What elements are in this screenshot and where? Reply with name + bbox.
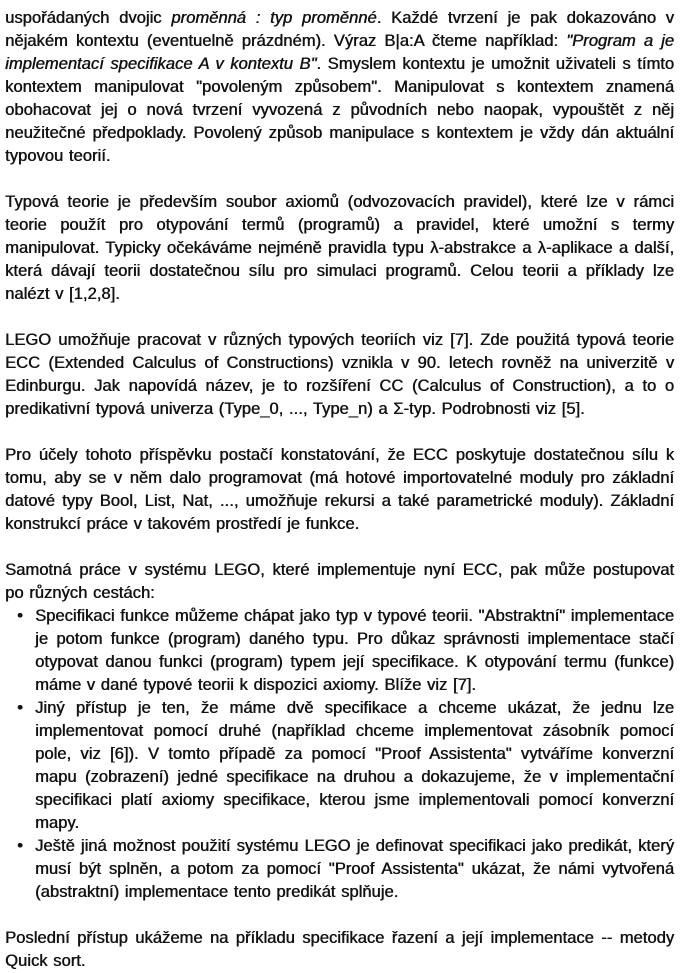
bullet-icon: • [17,837,23,855]
quote-program-implementation: "Program a je implementací specifikace A v kontextu B" [5,32,674,73]
paragraph-lego-ecc: LEGO umožňuje pracovat v různých typových teoriích viz [7]. Zde použitá typová teorie ECC (Extended Calculus of Constructions) vznikla v 90. letech rovněž na univerzitě v Edinburgu. Jak napovídá název, je to rozšíření CC (Calculus of Construction), a to o predikativní typová univerza (Type_0, ..., Type_n) a Σ-typ. Podrobnosti viz [5]. [5,331,674,418]
paragraph-ecc-strength: Pro účely tohoto příspěvku postačí konstatování, že ECC poskytuje dostatečnou sílu k tomu, aby se v něm dalo programovat (má hotové importovatelné moduly pro základní datové typy Bool, List, Nat, ..., umožňuje rekursi a také parametrické moduly). Základní konstrukcí práce v takovém prostředí je funkce. [5,446,674,533]
context-lead-text: uspořádaných dvojic [5,9,172,27]
context-middle-text: . Každé tvrzení je pak dokazováno v nějakém kontextu (eventuelně prázdném). Výraz B|a:A čteme například: [5,9,674,50]
list-item-specification-as-predicate [5,835,674,904]
context-tail-text: . Smyslem kontextu je umožnit uživateli s tímto kontextem manipulovat "povoleným způsobem". Manipulovat s kontextem znamená obohacovat jej o nová tvrzení vyvozená z původních nebo naopak, vypouštět z něj neužitečné předpoklady. Povolený způsob manipulace s kontextem je vždy dán aktuální typovou teorií. [5,55,675,165]
paragraph-lego-usage-intro: Samotná práce v systému LEGO, které implementuje nyní ECC, pak může postupovat po různých cestách: [5,561,674,602]
list-item-two-specifications [5,697,674,835]
list-item-specification-as-type [5,605,674,697]
phrase-variable-type: proměnná : typ proměnné [171,9,377,27]
list-item-text: Specifikaci funkce můžeme chápat jako typ v typové teorii. "Abstraktní" implementace je potom funkce (program) daného typu. Pro důkaz správnosti implementace stačí otypovat danou funkci (program) typem její specifikace. K otypování termu (funkce) máme v dané typové teorii k dispozici axiomy. Blíže viz [7]. [35,607,674,694]
list-item-text: Jiný přístup je ten, že máme dvě specifikace a chceme ukázat, že jednu lze implementovat pomocí druhé (například chceme implementovat zásobník pomocí pole, viz [6]). V tomto případě za pomocí "Proof Assistenta" vytváříme konverzní mapu (zobrazení) jedné specifikace na druhou a dokazujeme, že v implementační specifikaci platí axiomy specifikace, kterou jsme implementovali pomocí konverzní mapy. [35,699,674,832]
paragraph-conclusion: Poslední přístup ukážeme na příkladu specifikace řazení a její implementace -- metody Quick sort. [5,929,674,970]
bullet-list [5,605,674,904]
bullet-icon: • [17,699,23,717]
list-item-text: Ještě jiná možnost použití systému LEGO je definovat specifikaci jako predikát, který musí být splněn, a potom za pomocí "Proof Assistenta" ukázat, že námi vytvořená (abstraktní) implementace tento predikát splňuje. [35,837,674,901]
bullet-icon: • [17,607,23,625]
paragraph-context [5,7,674,168]
paragraph-type-theory: Typová teorie je především soubor axiomů (odvozovacích pravidel), které lze v rámci teorie použít pro otypování termů (programů) a pravidel, které umožní s termy manipulovat. Typicky očekáváme nejméně pravidla typu λ-abstrakce a λ-aplikace a další, která dávají teorii dostatečnou sílu pro simulaci programů. Celou teorii a příklady lze nalézt v [1,2,8]. [5,193,674,303]
